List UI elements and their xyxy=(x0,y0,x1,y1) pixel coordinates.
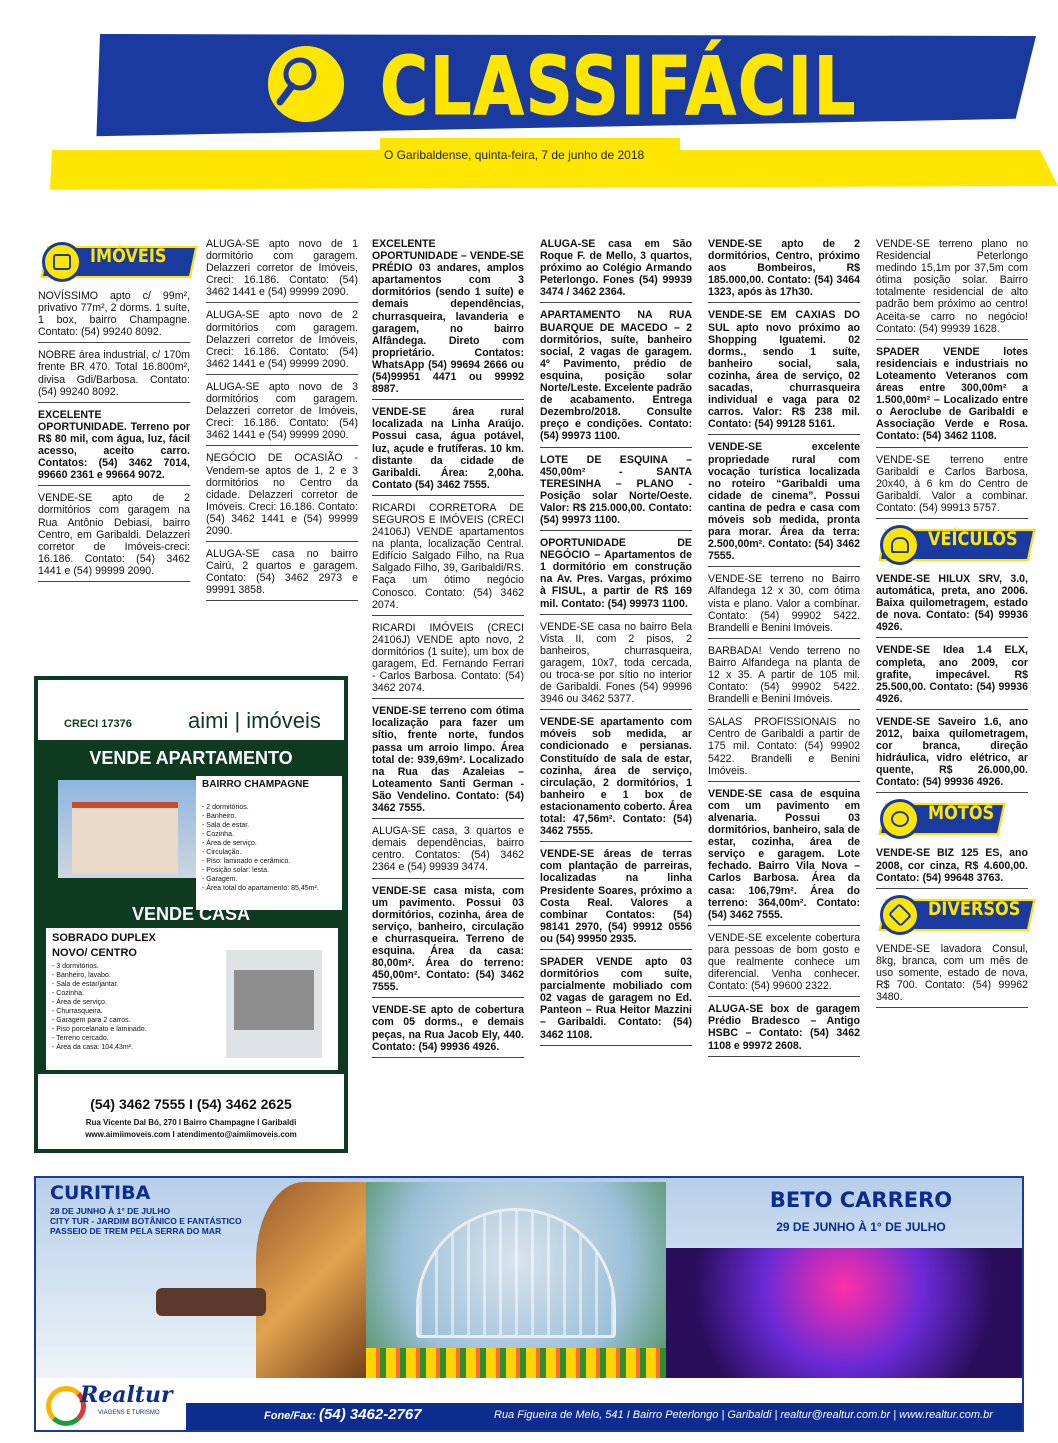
apartment-info xyxy=(196,776,342,910)
feature-item: - Área de serviço. xyxy=(202,840,257,847)
house-photo xyxy=(226,950,322,1058)
section-imoveis xyxy=(38,242,190,282)
aimi-web: www.aimiimoveis.com I atendimento@aimiimoveis.com xyxy=(85,1130,297,1139)
section-label: VEÍCULOS xyxy=(928,527,1018,550)
curitiba-title: CURITIBA xyxy=(50,1182,151,1204)
classified-ad: VENDE-SE casa no bairro Bela Vista II, com 2 pisos, 2 banheiros, churrasqueira, garagem, 10x7, toda cercada, ou troca-se por sítio no interior de Garibaldi. Fones (54) 99996 3946 ou 3462 5377. xyxy=(540,621,692,711)
feature-item: - Circulação. xyxy=(202,849,242,856)
aimi-logo: aimi | imóveis xyxy=(188,708,321,733)
realtur-logo: Realtur VIAGENS E TURISMO xyxy=(42,1378,182,1428)
classified-ad: ALUGA-SE casa, 3 quartos e demais dependências, bairro centro. Contatos: (54) 3462 2364 e (54) 99939 3474. xyxy=(372,825,524,878)
flower-bed xyxy=(366,1348,666,1378)
section-veiculos xyxy=(876,525,1028,565)
house-info xyxy=(46,928,338,1070)
classified-ad: VENDE-SE BIZ 125 ES, ano 2008, cor cinza, R$ 4.600,00. Contato: (54) 99648 3763. xyxy=(876,847,1028,888)
feature-item: - Banheiro. xyxy=(202,813,237,820)
section-label: IMÓVEIS xyxy=(90,245,167,267)
feature-item: - Piso porcelanato e laminado. xyxy=(52,1026,147,1033)
car-icon xyxy=(880,525,920,565)
classified-ad: SPADER VENDE lotes residenciais e industriais no Loteamento Veteranos com áreas entre 300,00m² a 1.500,00m² – Localizado entre o Aeroclube de Garibaldi e Associação Verde e Rosa. Contato: (54) 3462 1108. xyxy=(876,346,1028,448)
aimi-address: Rua Vicente Dal Bó, 270 I Bairro Champagne I Garibaldi xyxy=(85,1118,297,1127)
feature-item: - Posição solar: lesta. xyxy=(202,867,269,874)
section-label: DIVERSOS xyxy=(928,897,1021,920)
feature-item: - Sala de estar/jantar. xyxy=(52,981,119,988)
beto-carrero-block xyxy=(706,1178,1016,1250)
classified-ad: VENDE-SE apartamento com móveis sob medida, ar condicionado e persianas. Constituído de sala de estar, cozinha, área de serviço, circulação, 2 dormitórios, 1 banheiro e 1 box de estacionamento coberto. Área total: 47,56m². Contato: (54) 3462 7555. xyxy=(540,716,692,842)
realtur-banner xyxy=(34,1176,1024,1432)
column-1 xyxy=(38,238,190,588)
classified-ad: SPADER VENDE apto 03 dormitórios com suíte, parcialmente mobiliado com 02 vagas de garagem no Ed. Panteon – Rua Heitor Mazzini – Garibaldi. Contato: (54) 3462 1108. xyxy=(540,956,692,1046)
aimi-contact xyxy=(38,1074,344,1149)
classified-ad: VENDE-SE casa mista, com um pavimento. Possui 03 dormitórios, cozinha, área de serviço, banheiro, circulação e churrasqueira. Terreno de esquina. Área da casa: 80,00m². Área do terreno: 450,00m². Contato: (54) 3462 7555. xyxy=(372,885,524,999)
feature-item: - Cozinha. xyxy=(202,831,234,838)
feature-item: - Garagem para 2 carros. xyxy=(52,1017,131,1024)
classified-ad: VENDE-SE excelente propriedade rural com vocação turística localizada no roteiro “Garibaldi uma cidade de cinema”. Possui cantina de pedra e casa com móveis sob medida, pronta para morar. Área da terra: 2.500,00m². Contato: (54) 3462 7555. xyxy=(708,441,860,567)
column-6 xyxy=(876,238,1028,1014)
classified-ad: APARTAMENTO NA RUA BUARQUE DE MACEDO – 2 dormitórios, suíte, banheiro social, 2 vagas de garagem. 4º Pavimento, prédio de esquina, posição solar Norte/Leste. Excelente padrão de acabamento. Entrega Dezembro/2018. Consulte preço e condições. Contato: (54) 99973 1100. xyxy=(540,309,692,447)
house-icon xyxy=(42,242,82,282)
aimi-phones: (54) 3462 7555 I (54) 3462 2625 xyxy=(90,1096,292,1112)
classified-ad: RICARDI IMÓVEIS (CRECI 24106J) VENDE apto novo, 2 dormitórios (1 suíte), um box de garagem, Ed. Fernando Ferrari - Carlos Barbosa. Contato: (54) 3462 2074. xyxy=(372,622,524,700)
masthead xyxy=(0,0,1058,230)
beto-carrero-dates: 29 DE JUNHO À 1° DE JULHO xyxy=(776,1220,946,1234)
realtur-phone: Fone/Fax: (54) 3462-2767 xyxy=(264,1406,422,1423)
classified-ad: OPORTUNIDADE DE NEGÓCIO – Apartamentos de 1 dormitório em construção na Av. Pres. Vargas, próximo à FISUL, a partir de R$ 169 mil. Contato: (54) 99973 1100. xyxy=(540,537,692,615)
classified-ad: ALUGA-SE apto novo de 3 dormitórios com garagem. Delazzeri corretor de Imóveis, Creci: 16.186. Contato: (54) 3462 1441 e (54) 99999 2090. xyxy=(206,381,358,446)
classified-ad: VENDE-SE apto de 2 dormitórios, Centro, próximo aos Bombeiros, R$ 185.000,00. Contato: (54) 3464 1323, após às 17h30. xyxy=(708,238,860,303)
classified-ad: VENDE-SE terreno com ótima localização para fazer um sítio, frente norte, fundos passa um arroio limpo. Área total de: 939,69m². Localizado na Rua das Azaleias – Loteamento Santi German - São Vendelino. Contato: (54) 3462 7555. xyxy=(372,705,524,819)
classified-ad: VENDE-SE apto de cobertura com 05 dorms., e demais peças, na Rua Jacob Ely, 440. Contato: (54) 99936 4926. xyxy=(372,1004,524,1057)
feature-item: - 2 dormitórios. xyxy=(202,804,249,811)
column-5 xyxy=(708,238,860,1063)
classified-ad: VENDE-SE áreas de terras com plantação de parreiras, localizadas na linha Presidente Soares, próximo a Costa Real. Valores a combinar Contatos: (54) 98141 2970, (54) 99912 0556 ou (54) 99950 2935. xyxy=(540,848,692,950)
aimi-header xyxy=(38,680,344,740)
beto-carrero-title: BETO CARRERO xyxy=(769,1188,953,1212)
classified-ad: EXCELENTE OPORTUNIDADE – VENDE-SE PRÉDIO 03 andares, amplos apartamentos com 3 dormitórios (sendo 1 suíte) e demais dependências, churrasqueira, lavanderia e garagem, no bairro Alfândega. Direto com proprietário. Contatos: WhatsApp (54) 99694 2666 ou (54)99951 4471 ou 99992 8987. xyxy=(372,238,524,400)
train-photo xyxy=(156,1288,266,1316)
classified-ad: VENDE-SE terreno entre Garibaldi e Carlos Barbosa, 20x40, à 6 km do Centro de Garibaldi. Valor a combinar. Contato: (54) 99913 5757. xyxy=(876,454,1028,519)
section-diversos xyxy=(876,895,1028,935)
column-2 xyxy=(206,238,358,607)
feature-item: - 3 dormitórios. xyxy=(52,963,99,970)
magnifier-icon xyxy=(266,44,346,124)
house-subtitle: NOVO/ CENTRO xyxy=(52,947,137,959)
classified-ad: ALUGA-SE box de garagem Prédio Bradesco – Antigo HSBC – Contato: (54) 3462 1108 e 99972 2608. xyxy=(708,1003,860,1056)
classified-ad: BARBADA! Vendo terreno no Bairro Alfandega na planta de 12 x 35. A partir de 105 mil. Contato: (54) 99902 5422. Brandelli e Benini Imóveis. xyxy=(708,645,860,710)
classified-ad: VENDE-SE excelente cobertura para pessoas de bom gosto e que realmente conhece um diferencial. Venha conhecer. Contato: (54) 99600 2322. xyxy=(708,932,860,997)
feature-item: - Terreno cercado. xyxy=(52,1035,109,1042)
classified-ad: VENDE-SE lavadora Consul, 8kg, branca, com um mês de uso somente, estado de nova, R$ 700. Contato: (54) 99962 3480. xyxy=(876,943,1028,1008)
classified-ad: ALUGA-SE casa em São Roque F. de Mello, 3 quartos, próximo ao Colégio Armando Peterlongo. Fones (54) 99939 3474 / 3462 2364. xyxy=(540,238,692,303)
classified-ad: VENDE-SE Saveiro 1.6, ano 2012, baixa quilometragem, cor branca, direção hidráulica, vidro elétrico, ar quente, R$ 26.000,00. Contato: (54) 99936 4926. xyxy=(876,716,1028,794)
classified-ad: VENDE-SE Idea 1.4 ELX, completa, ano 2009, cor grafite, impecável. R$ 25.500,00. Contato: (54) 99936 4926. xyxy=(876,644,1028,709)
feature-item: - Sala de estar. xyxy=(202,822,250,829)
feature-item: - Piso: laminado e cerâmico. xyxy=(202,858,291,865)
feature-item: - Churrasqueira. xyxy=(52,1008,103,1015)
beto-carrero-photo xyxy=(666,1248,1022,1378)
feature-item: - Cozinha. xyxy=(52,990,84,997)
classified-ad: ALUGA-SE apto novo de 2 dormitórios com garagem. Delazzeri corretor de Imóveis, Creci: 16.186. Contato: (54) 3462 1441 e (54) 99999 2090. xyxy=(206,309,358,374)
classified-ad: ALUGA-SE casa no bairro Cairú, 2 quartos e garagem. Contato: (54) 3462 2973 e 99991 3858. xyxy=(206,548,358,601)
classified-ad: NEGÓCIO DE OCASIÃO - Vendem-se aptos de 1, 2 e 3 dormitórios no Centro da cidade. Delazzeri corretor de Imóveis. Creci: 16.186. Contato: (54) 3462 1441 e (54) 99999 2090. xyxy=(206,452,358,542)
classified-ad: VENDE-SE apto de 2 dormitórios com garagem na Rua Antônio Debiasi, bairro Centro, em Garibaldi. Delazzeri corretor de Imóveis-creci: 16.186. Contato: (54) 3462 1441 e (54) 99999 2090. xyxy=(38,492,190,582)
classified-ad: EXCELENTE OPORTUNIDADE. Terreno por R$ 80 mil, com água, luz, fácil acesso, aceito carro. Contatos: (54) 3462 7014, 99660 2361 e 99664 9072. xyxy=(38,409,190,487)
feature-item: - Área de serviço. xyxy=(52,999,107,1006)
classified-ad: VENDE-SE área rural localizada na Linha Araújo. Possui casa, água potável, luz, açude e frutíferas. 10 km. distante da cidade de Garibaldi. Área: 2,00ha. Contato (54) 3462 7555. xyxy=(372,406,524,496)
curitiba-details: 28 DE JUNHO À 1° DE JULHO CITY TUR - JARDIM BOTÂNICO E FANTÁSTICO PASSEIO DE TREM PELA SERRA DO MAR xyxy=(50,1206,242,1236)
dateline: O Garibaldense, quinta-feira, 7 de junho de 2018 xyxy=(384,148,645,162)
classified-ad: NOBRE área industrial, c/ 170m frente BR 470. Total 16.800m², divisa Gdi/Barbosa. Contato: (54) 99240 8092. xyxy=(38,349,190,402)
apartment-photo xyxy=(58,780,196,878)
aimi-imoveis-ad xyxy=(34,676,348,1153)
column-4 xyxy=(540,238,692,1052)
feature-item: - Garagem. xyxy=(202,876,238,883)
sell-house-heading: VENDE CASA xyxy=(131,904,251,924)
classified-ad: VENDE-SE HILUX SRV, 3.0, automática, preta, ano 2006. Baixa quilometragem, estado de nova. Contato: (54) 99936 4926. xyxy=(876,573,1028,638)
classified-ad: VENDE-SE terreno no Bairro Alfandega 12 x 30, com ótima vista e plano. Valor a combinar. Contato: (54) 99902 5422. Brandelli e Benini Imóveis. xyxy=(708,573,860,638)
classified-ad: NOVÍSSIMO apto c/ 99m², privativo 77m², 2 dorms. 1 suíte, 1 box, bairro Champagne. Contato: (54) 99240 8092. xyxy=(38,290,190,343)
classified-ad: LOTE DE ESQUINA – 450,00m² - SANTA TERESINHA – PLANO - Posição solar Norte/Oeste. Valor: R$ 215.000,00. Contato: (54) 99973 1100. xyxy=(540,454,692,532)
section-motos xyxy=(876,799,1028,839)
page-title: CLASSIFÁCIL xyxy=(380,40,858,133)
classified-ad: VENDE-SE terreno plano no Residencial Peterlongo medindo 15,1m por 37,5m com ótima posição solar. Bairro totalmente residencial de alto padrão bem próximo ao centro! Aceita-se carro no negócio! Contato: (54) 99939 1628. xyxy=(876,238,1028,340)
classified-ad: VENDE-SE casa de esquina com um pavimento em alvenaria. Possui 03 dormitórios, banheiro, sala de estar, cozinha, área de serviço e garagem. Lote fechado. Bairro Vila Nova – Carlos Barbosa. Área da casa: 106,79m². Área do terreno: 364,00m². Contato: (54) 3462 7555. xyxy=(708,788,860,926)
creci-label: CRECI 17376 xyxy=(64,718,132,730)
apartment-title: BAIRRO CHAMPAGNE xyxy=(202,779,310,790)
realtur-address: Rua Figueira de Melo, 541 I Bairro Peterlongo | Garibaldi | realtur@realtur.com.br | www.realtur.com.br xyxy=(494,1409,993,1421)
serra-photo xyxy=(256,1182,376,1378)
feature-item: - Banheiro, lavabo. xyxy=(52,972,111,979)
house-title: SOBRADO DUPLEX xyxy=(52,932,156,944)
classified-ad: VENDE-SE EM CAXIAS DO SUL apto novo próximo ao Shopping Iguatemi. 02 dorms., sendo 1 suíte, banheiro social, sala, cozinha, área de serviço, 02 sacadas, churrasqueira individual e vaga para 02 carros. Valor: R$ 238 mil. Contato: (54) 99128 5161. xyxy=(708,309,860,435)
tools-icon xyxy=(880,895,920,935)
classified-ad: RICARDI CORRETORA DE SEGUROS E IMÓVEIS (CRECI 24106J) VENDE apartamentos na planta, localização Central. Edifício Salgado Filho, na Rua Salgado Filho, 39, Garibaldi/RS. Faça um ótimo negócio Conosco. Contato: (54) 3462 2074. xyxy=(372,502,524,616)
section-label: MOTOS xyxy=(928,802,995,825)
classified-ad: SALAS PROFISSIONAIS no Centro de Garibaldi a partir de 175 mil. Contato: (54) 99902 5422. Brandelli e Benini Imóveis. xyxy=(708,716,860,781)
column-3 xyxy=(372,238,524,1064)
classified-ad: ALUGA-SE apto novo de 1 dormitório com garagem. Delazzeri corretor de Imóveis, Creci: 16.186. Contato: (54) 3462 1441 e (54) 99999 2090. xyxy=(206,238,358,303)
feature-item: - Área total do apartamento: 85,45m². xyxy=(202,885,319,892)
sell-apartment-heading: VENDE APARTAMENTO xyxy=(89,748,293,768)
feature-item: - Área da casa: 104,43m². xyxy=(52,1044,133,1051)
